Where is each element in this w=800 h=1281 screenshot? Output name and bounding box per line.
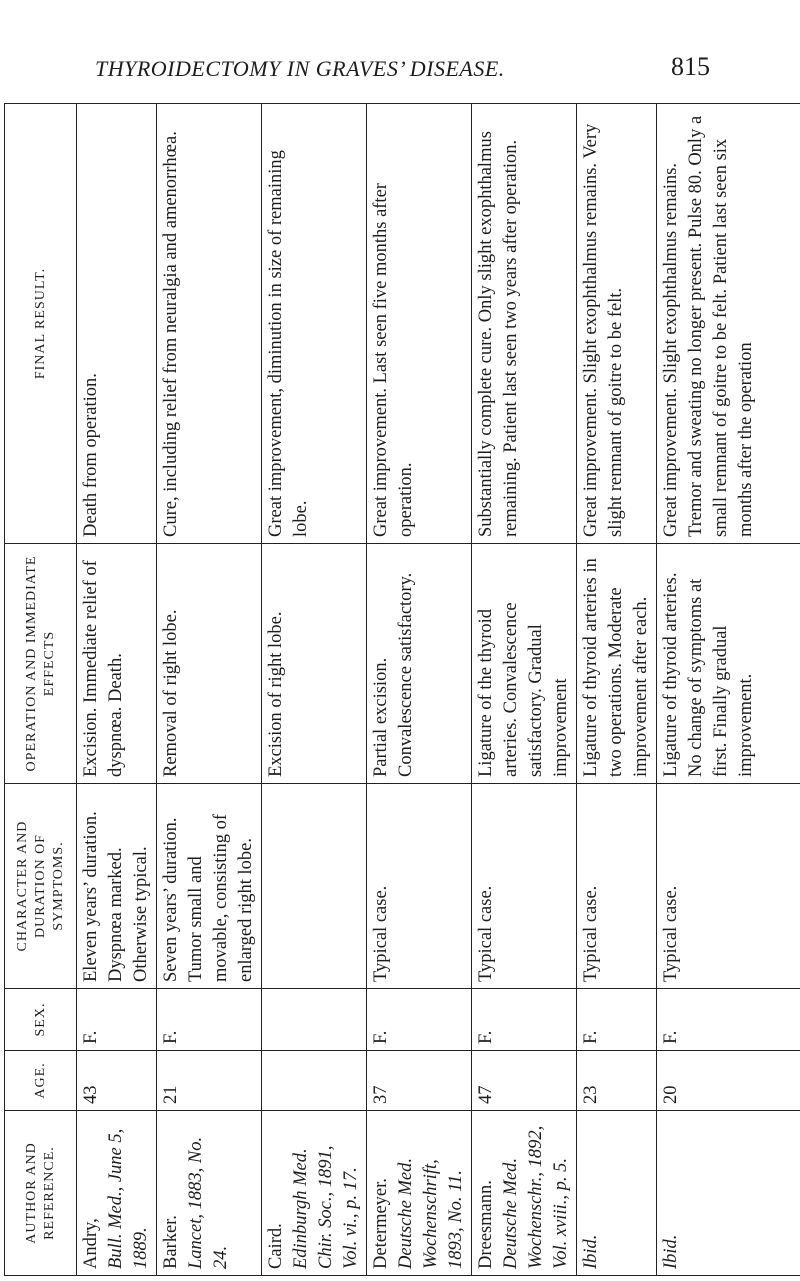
sex-cell [262,989,367,1051]
page-number: 815 [671,52,710,81]
operation-cell: Ligature of thyroid arteries. No change of symptoms at first. Finally gradual improvement. [657,544,800,784]
result-cell: Great improvement. Last seen five months after operation. [367,104,472,544]
result-cell: Death from operation. [77,104,157,544]
operation-cell: Ligature of the thyroid arteries. Convalescence satisfactory. Gradual improvement [472,544,577,784]
age-cell: 37 [367,1051,472,1111]
rotated-table-container [4,104,756,1276]
author-name: Caird. [266,1223,286,1269]
page-header [95,52,710,88]
table-body [77,104,800,1276]
author-cell [157,1111,262,1276]
character-cell: Typical case. [577,784,657,989]
result-cell: Great improvement. Slight exophthalmus remains. Very slight remnant of goitre to be felt. [577,104,657,544]
character-cell: Typical case. [657,784,800,989]
author-name: Ibid. [661,1234,681,1269]
column-header-character: CHARACTER AND DURATION OF SYMPTOMS. [5,784,77,989]
reference-text: Deutsche Med. Wochenschr., 1892, Vol. xviii., p. 5. [501,1125,571,1269]
column-header-sex: SEX. [5,989,77,1051]
age-cell [262,1051,367,1111]
age-cell: 20 [657,1051,800,1111]
sex-cell: F. [77,989,157,1051]
operation-cell: Removal of right lobe. [157,544,262,784]
author-cell [367,1111,472,1276]
author-name: Barker. [161,1215,181,1269]
column-header-age: AGE. [5,1051,77,1111]
table-row [262,104,367,1276]
reference-text: Bull. Med., June 5, 1889. [106,1128,151,1269]
reference-text: Lancet, 1883, No. 24. [186,1136,231,1269]
character-cell [262,784,367,989]
character-cell: Seven years’ duration. Tumor small and movable, consisting of enlarged right lobe. [157,784,262,989]
author-name: Ibid. [581,1234,601,1269]
results-table [4,103,800,1276]
result-cell: Substantially complete cure. Only slight exophthalmus remaining. Patient last seen two years after operation. [472,104,577,544]
result-cell: Cure, including relief from neuralgia and amenorrhœa. [157,104,262,544]
result-cell: Great improvement. Slight exophthalmus remains. Tremor and sweating no longer present. Pulse 80. Only a small remnant of goitre to be felt. Patient last seen six months after the operation [657,104,800,544]
sex-cell: F. [367,989,472,1051]
sex-cell: F. [657,989,800,1051]
table-header-row [5,104,77,1276]
table-row [77,104,157,1276]
table-row [472,104,577,1276]
character-cell: Eleven years’ duration. Dyspnœa marked. Otherwise typical. [77,784,157,989]
column-header-operation: OPERATION AND IMMEDIATE EFFECTS [5,544,77,784]
column-header-author: AUTHOR AND REFERENCE. [5,1111,77,1276]
author-cell [657,1111,800,1276]
table-row [577,104,657,1276]
sex-cell: F. [577,989,657,1051]
sex-cell: F. [472,989,577,1051]
character-cell: Typical case. [367,784,472,989]
age-cell: 43 [77,1051,157,1111]
age-cell: 21 [157,1051,262,1111]
running-title: THYROIDECTOMY IN GRAVES’ DISEASE. [95,56,505,81]
operation-cell: Excision. Immediate relief of dyspnœa. Death. [77,544,157,784]
column-header-result: FINAL RESULT. [5,104,77,544]
table-row [657,104,800,1276]
author-name: Andry, [81,1218,101,1269]
operation-cell: Ligature of thyroid arteries in two operations. Moderate improvement after each. [577,544,657,784]
age-cell: 23 [577,1051,657,1111]
author-cell [77,1111,157,1276]
table-row [367,104,472,1276]
author-name: Determeyer. [371,1178,391,1269]
author-cell [472,1111,577,1276]
reference-text: Edinburgh Med. Chir. Soc., 1891, Vol. vi., p. 17. [291,1145,361,1269]
result-cell: Great improvement, diminution in size of remaining lobe. [262,104,367,544]
author-cell [262,1111,367,1276]
author-name: Dreesmann. [476,1180,496,1269]
character-cell: Typical case. [472,784,577,989]
table-row [157,104,262,1276]
reference-text: Deutsche Med. Wochenschrift, 1893, No. 11. [396,1158,466,1269]
age-cell: 47 [472,1051,577,1111]
operation-cell: Excision of right lobe. [262,544,367,784]
author-cell [577,1111,657,1276]
sex-cell: F. [157,989,262,1051]
operation-cell: Partial excision. Convalescence satisfactory. [367,544,472,784]
